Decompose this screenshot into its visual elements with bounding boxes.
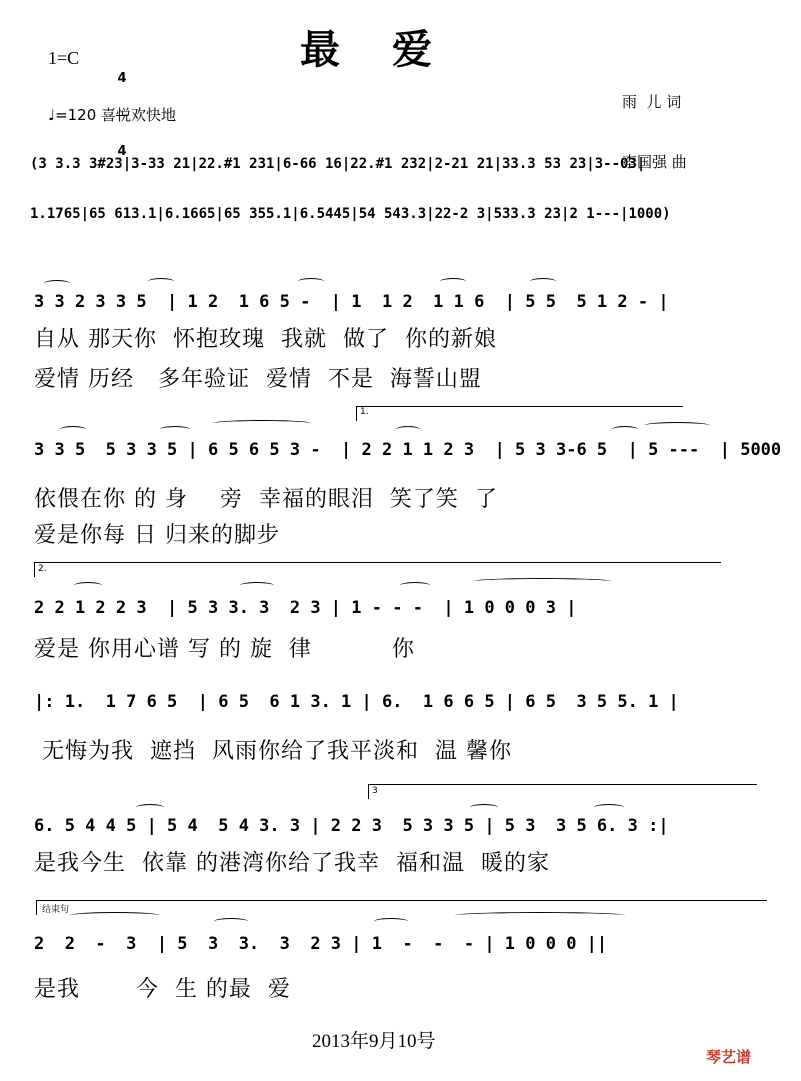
score-row-5-notes: 6. 5 4 4 5 | 5 4 5 4 3. 3 | 2 2 3 5 3 3 5 | 5 3 3 5 6. 3 :|	[34, 816, 669, 836]
score-row-6-notes: 2 2 - 3 | 5 3 3. 3 2 3 | 1 - - - | 1 0 0 0 ||	[34, 934, 608, 954]
key-signature: 1=C	[48, 48, 80, 68]
time-signature-top: 4	[117, 71, 127, 86]
volta-1-label: 1.	[360, 407, 369, 417]
score-row-4-notes: |: 1. 1 7 6 5 | 6 5 6 1 3. 1 | 6. 1 6 6 5 | 6 5 3 5 5. 1 |	[34, 692, 679, 712]
intro-line-2: 1.1765|65 613.1|6.1665|65 355.1|6.5445|54 543.3|22-2 3|533.3 23|2 1---|1000)	[30, 206, 671, 222]
score-row-4-lyrics: 无悔为我 遮挡 风雨你给了我平淡和 温 馨你	[34, 739, 512, 764]
score-row-1-notes: 3 3 2 3 3 5 | 1 2 1 6 5 - | 1 1 2 1 1 6 | 5 5 5 1 2 - |	[34, 292, 669, 312]
score-row-2-lyrics-a: 依偎在你 的 身 旁 幸福的眼泪 笑了笑 了	[34, 487, 498, 512]
intro-line-1: (3 3.3 3#23|3-33 21|22.#1 231|6-66 16|22.#1 232|2-21 21|33.3 53 23|3--03|	[30, 156, 646, 172]
score-row-5-lyrics: 是我今生 依靠 的港湾你给了我幸 福和温 暖的家	[34, 851, 550, 876]
volta-3-label: 3	[372, 786, 378, 796]
song-title: 最爱	[300, 27, 484, 73]
score-row-3-lyrics: 爱是 你用心谱 写 的 旋 律 你	[34, 637, 415, 662]
score-row-3-notes: 2 2 1 2 2 3 | 5 3 3. 3 2 3 | 1 - - - | 1 0 0 0 3 |	[34, 598, 577, 618]
score-row-6-lyrics: 是我 今 生 的最 爱	[34, 977, 291, 1002]
composer: 李国强 曲	[622, 153, 687, 171]
score-row-1-lyrics-b: 爱情 历经 多年验证 爱情 不是 海誓山盟	[34, 367, 482, 392]
score-row-1-lyrics-a: 自从 那天你 怀抱玫瑰 我就 做了 你的新娘	[34, 327, 497, 352]
score-row-2-notes: 3 3 5 5 3 3 5 | 6 5 6 5 3 - | 2 2 1 1 2 3 | 5 3 3-6 5 | 5 --- | 5000	[34, 440, 782, 460]
time-signature-bottom: 4	[117, 144, 127, 159]
date-footer: 2013年9月10号	[312, 1031, 436, 1052]
site-logo: 琴艺谱	[706, 1048, 752, 1066]
ending-label: 结束句	[42, 905, 70, 915]
lyricist: 雨 儿 词	[622, 93, 682, 111]
volta-2-label: 2.	[38, 564, 47, 574]
tempo-marking: ♩=120 喜悦欢快地	[48, 106, 177, 124]
score-row-2-lyrics-b: 爱是你每 日 归来的脚步	[34, 523, 280, 548]
